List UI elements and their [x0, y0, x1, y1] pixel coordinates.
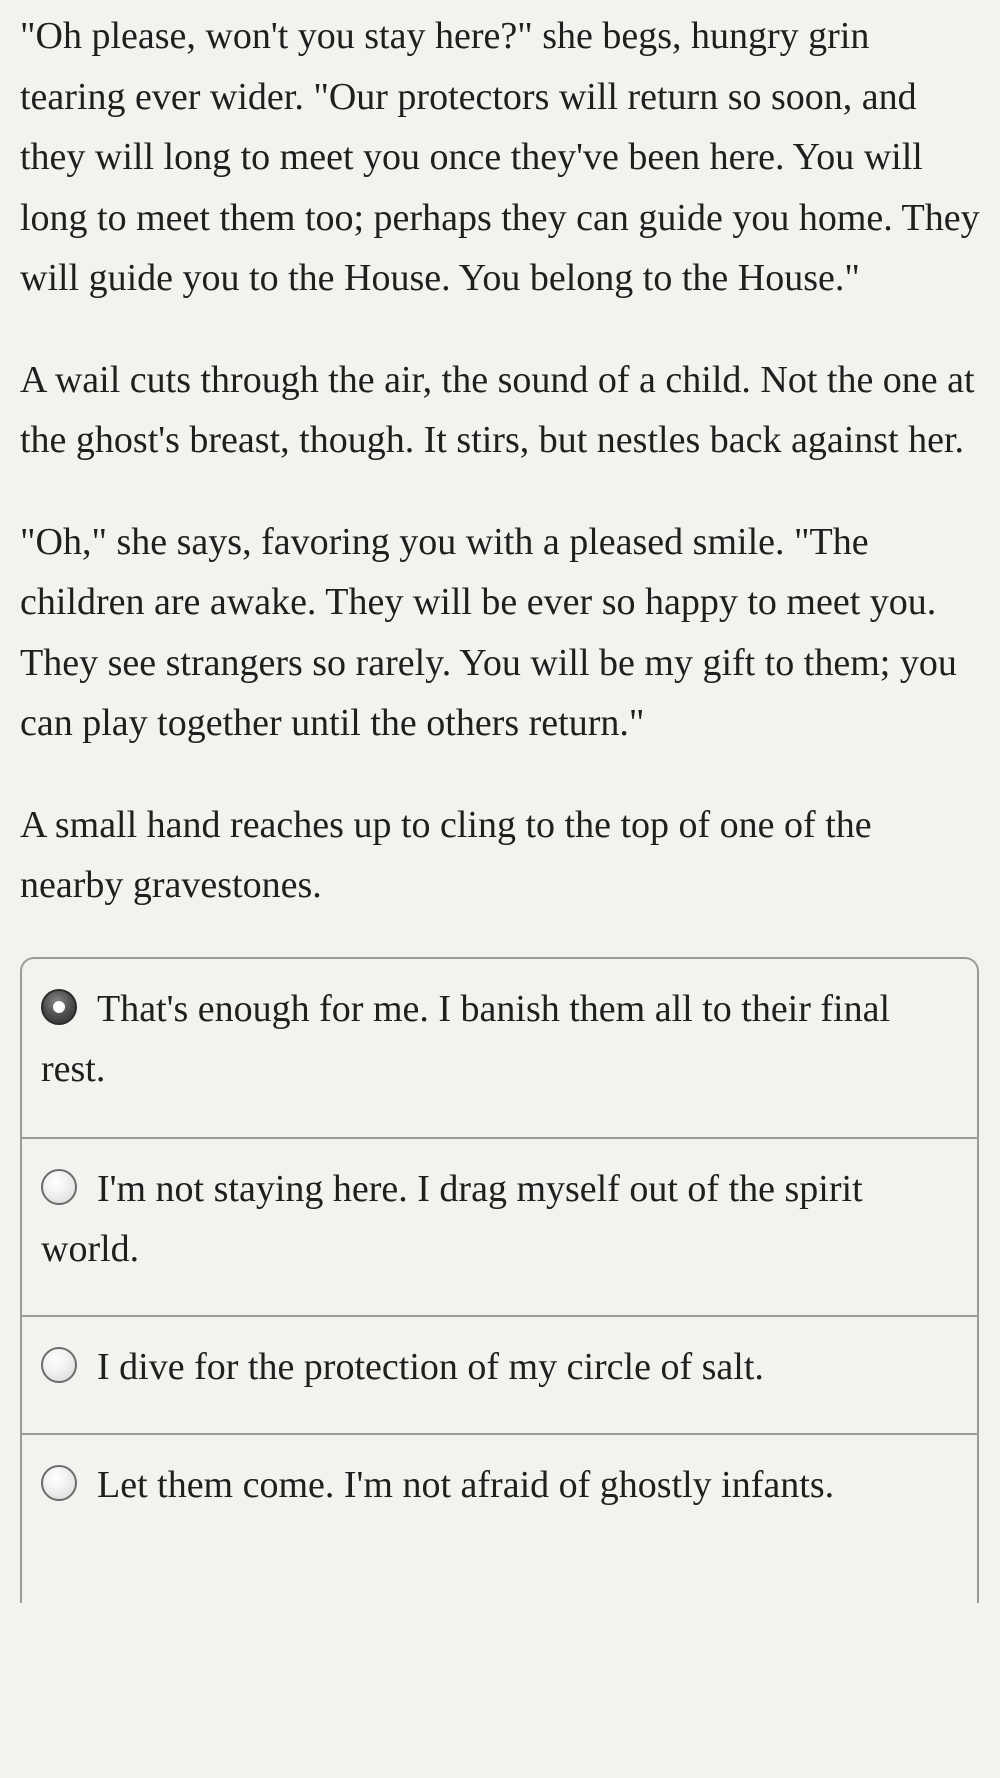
passage-paragraph: "Oh," she says, favoring you with a pleased smile. "The children are awake. They will be ever so happy to meet you. They see strangers so rarely. You will be my gift to them; you can play together until the others return.": [20, 520, 957, 744]
choice-label: Let them come. I'm not afraid of ghostly infants.: [97, 1463, 835, 1506]
passage-paragraph: "Oh please, won't you stay here?" she begs, hungry grin tearing ever wider. "Our protectors will return so soon, and they will long to meet you once they've been here. You will long to meet them too; perhaps they can guide you home. They will guide you to the House. You belong to the House.": [20, 15, 980, 299]
choice-option-banish[interactable]: [22, 959, 977, 1137]
radio-unselected-icon[interactable]: [41, 1169, 77, 1205]
choice-option-let-them-come[interactable]: [22, 1433, 977, 1603]
choice-label: I'm not staying here. I drag myself out of the spirit world.: [41, 1167, 863, 1270]
choice-option-leave-spirit-world[interactable]: [22, 1137, 977, 1315]
choice-label: That's enough for me. I banish them all to their final rest.: [41, 987, 891, 1090]
radio-selected-icon[interactable]: [41, 989, 77, 1025]
radio-unselected-icon[interactable]: [41, 1465, 77, 1501]
choice-label: I dive for the protection of my circle of salt.: [97, 1345, 764, 1388]
choice-list: [20, 957, 979, 1603]
passage-paragraph: A wail cuts through the air, the sound of a child. Not the one at the ghost's breast, though. It stirs, but nestles back against her.: [20, 358, 975, 461]
radio-unselected-icon[interactable]: [41, 1347, 77, 1383]
passage-paragraph: A small hand reaches up to cling to the top of one of the nearby gravestones.: [20, 803, 872, 906]
choice-option-salt-circle[interactable]: [22, 1315, 977, 1433]
story-passage: [20, 6, 980, 916]
